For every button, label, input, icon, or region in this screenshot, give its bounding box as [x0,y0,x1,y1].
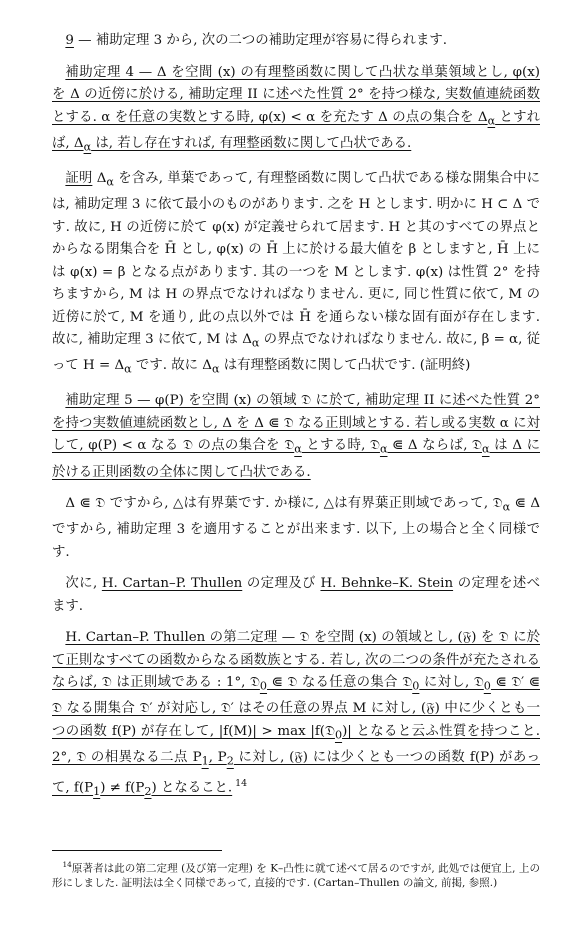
text-segment: ) ≠ f(P [100,780,145,796]
text-segment: に対し, 𝔇 [419,675,484,691]
footnote-14 [52,857,540,892]
text-segment: ⋐ Δ ならば, 𝔇 [387,438,482,454]
text-segment: α [294,443,302,457]
footnote-mark: 14 [62,859,72,869]
text-segment: に対し, (𝔉) には少くとも一つの函数 f(P) があって, f(P [52,750,540,796]
text-segment: 証明 [65,170,93,186]
text-segment: α [211,362,220,376]
text-segment: α [124,362,132,376]
text-segment: α [251,336,260,350]
text-segment: Δ [92,170,107,186]
paragraph-thm-ct [52,627,540,804]
body-text [52,30,540,804]
paragraph-lemma4 [52,62,540,159]
text-segment: H. Cartan–P. Thullen の第二定理 — 𝔇 を空間 (x) の領域とし, (𝔉) を 𝔇 に於て正則なすべての函数からなる函数族とする. 若し, 次の二つの条件が充たされるならば, 𝔇 は正則域である : 1°, 𝔇 [52,630,540,691]
text-segment: )| となると云ふ性質を持つこと. 2°, 𝔇 の相異なる二点 P [52,723,540,766]
text-segment: は Δ に於ける正則函数の全体に関して凸状である. [52,438,540,480]
text-segment: 0 [334,728,343,742]
text-segment: の定理を述べます. [52,576,541,614]
paragraph-lemma5 [52,390,540,484]
text-segment: 0 [483,679,491,693]
text-segment: 2 [226,754,234,768]
text-segment: の界点でなければなりません. 故に, β = α, 従って H = Δ [52,332,541,374]
text-segment: とする時, 𝔇 [301,438,380,454]
paragraph-proof4 [52,168,540,382]
text-segment: 1 [201,754,209,768]
page [52,30,540,891]
text-segment: とすれば, Δ [52,109,540,151]
text-segment: α [481,443,490,457]
text-segment: 次に, [65,576,102,592]
text-segment: α [106,175,114,189]
text-segment: を含み, 単葉であって, 有理整函数に関して凸状である様な開集合中には, 補助定理 3 に依て最小のものがあります. 之を H とします. 明かに H ⊂ Δ です. 故に, H の近傍に於て φ(x) が定義せられて居ます. H と其のすべての界点とからなる閉集合を H̄ とし, φ(x) の H̄ 上に於ける最大値を β としますと, H̄ 上には φ(x) = β となる点があります. 其の一つを M とします. φ(x) は性質 2° を持ちますから, M は H の界点でなければなりません. 更に, 同じ性質に依て, M の近傍に於て, M を通り, 此の点以外では H̄ を通らない様な固有面が存在します. 故に, 補助定理 3 に依て, M は Δ [52,170,540,348]
text-segment: ⋐ 𝔇 なる任意の集合 𝔇 [267,675,413,691]
text-segment: 補助定理 5 — φ(P) を空間 (x) の領域 𝔇 に於て, 補助定理 II に述べた性質 2° を持つ実数値連続函数とし, Δ を Δ ⋐ 𝔇 なる正則域とする. 若し或る実数 α に対して, φ(P) < α なる 𝔇 の点の集合を 𝔇 [52,393,540,454]
text-segment: — 補助定理 3 から, 次の二つの補助定理が容易に得られます. [73,33,448,48]
text-segment: は有理整函数に関して凸状です. (証明終) [219,358,471,374]
text-segment: α [83,140,92,154]
footnote-rule [52,850,222,851]
text-segment: は, 若し存在すれば, 有理整函数に関して凸状である. [91,135,412,151]
paragraph-p9 [52,30,540,53]
text-segment: 14 [232,778,248,790]
paragraph-p-next [52,573,540,618]
text-segment: 0 [412,679,420,693]
footnote-text: 原著者は此の第二定理 (及び第一定理) を K–凸性に就て述べて居るのですが, 此処では便宜上, 上の形にしました. 証明法は全く同様であって, 直接的です. (Cartan–Thullen の論文, 前掲, 参照.) [52,862,540,890]
text-segment: H. Behnke–K. Stein [320,576,454,592]
text-segment: 補助定理 4 — Δ を空間 (x) の有理整函数に関して凸状な単葉領域とし, φ(x) を Δ の近傍に於ける, 補助定理 II に述べた性質 2° を持つ様な, 実数値連続函数とする. α を任意の実数とする時, φ(x) < α を充たす Δ の点の集合を Δ [52,64,540,125]
text-segment: Δ ⋐ 𝔇 ですから, △は有界葉です. か様に, △は有界葉正則域であって, 𝔇 [65,496,503,512]
text-segment: の定理及び [242,576,321,592]
text-segment: H. Cartan–P. Thullen [101,576,243,592]
text-segment: ⋐ Δ ですから, 補助定理 3 を適用することが出来ます. 以下, 上の場合と全く同様です. [52,496,540,560]
text-segment: 1 [93,785,101,799]
text-segment: 0 [259,679,268,693]
text-segment: , P [208,750,227,766]
text-segment: です. 故に Δ [131,358,212,374]
paragraph-p-note [52,493,540,564]
text-segment: ⋐ 𝔇′ ⋐ 𝔇 なる開集合 𝔇′ が対応し, 𝔇′ はその任意の界点 M に対し, (𝔉) 中に少くとも一つの函数 f(P) が存在して, |f(M)| > max |f(𝔇 [52,675,540,739]
text-segment: 9 [65,33,74,48]
text-segment: α [502,500,511,514]
text-segment: α [487,114,496,128]
text-segment: α [379,443,388,457]
text-segment: 2 [144,785,152,799]
text-segment: ) となること. [151,780,233,796]
